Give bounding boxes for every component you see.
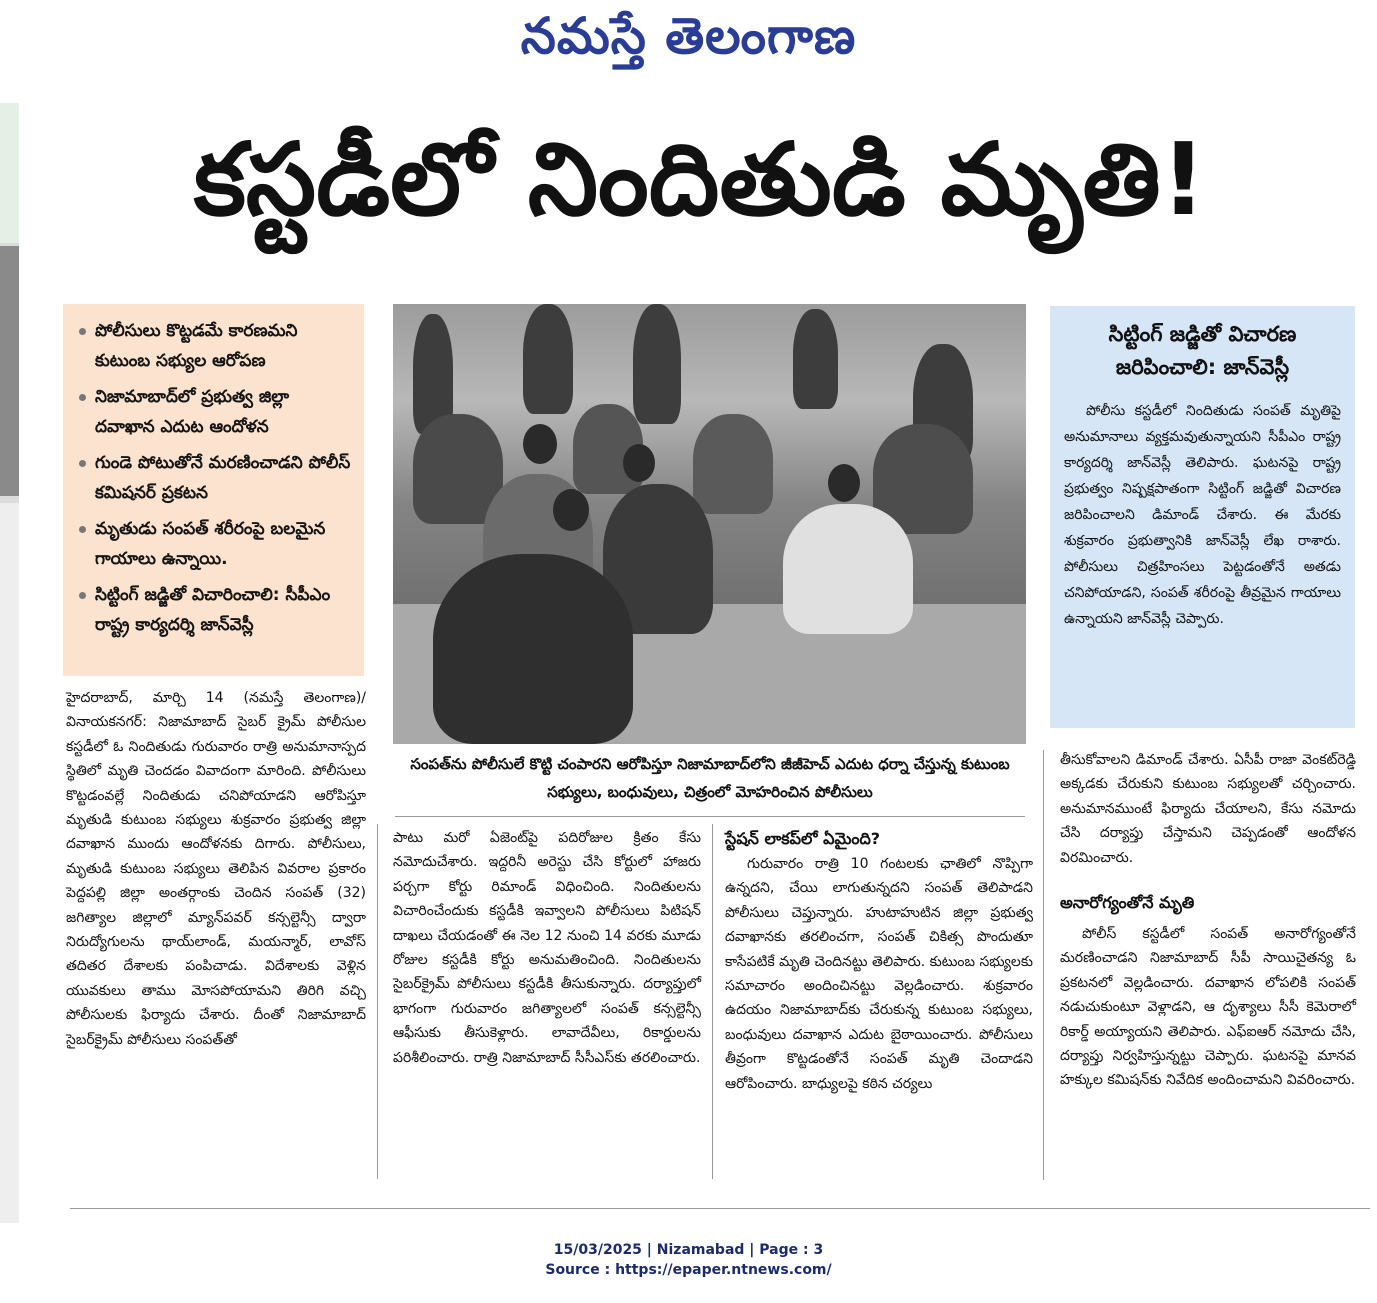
- column-divider: [377, 824, 378, 1179]
- footer-source: Source : https://epaper.ntnews.com/: [545, 1262, 832, 1278]
- article-column-3: [725, 826, 1033, 1096]
- headline: కస్టడీలో నిందితుడి మృతి!: [193, 121, 1207, 238]
- adjacent-page-strip: [0, 103, 19, 1223]
- sidebar-box: [1050, 306, 1355, 728]
- article-column-4: [1060, 748, 1356, 1093]
- article-paragraph: హైదరాబాద్, మార్చి 14 (నమస్తే తెలంగాణ)/వినాయకనగర్: నిజామాబాద్ సైబర్ క్రైమ్ పోలీసుల కస్టడీలో ఓ నిందితుడు గురువారం రాత్రి అనుమానాస్పద స్థితిలో మృతి చెందడం వివాదంగా మారింది. పోలీసులు కొట్టడంవల్లే నిందితుడు చనిపోయాడని ఆరోపిస్తూ మృతుడి కుటుంబ సభ్యులు శుక్రవారం ప్రభుత్వ జిల్లా దవాఖాన ముందు ఆందోళనకు దిగారు. పోలీసులు, మృతుడి కుటుంబ సభ్యులు తెలిపిన వివరాల ప్రకారం పెద్దపల్లి జిల్లా అంతర్గాంకు చెందిన సంపత్ (32) జగిత్యాల జిల్లాలో మ్యాన్‌పవర్ కన్సల్టెన్సీ ద్వారా నిరుద్యోగులను థాయ్‌లాండ్, మయన్మార్, లావోస్ తదితర దేశాలకు పంపిచాడు. విదేశాలకు వెళ్లిన యువకులు తాము మోసపోయామని తిరిగి వచ్చి పోలీసులకు ఫిర్యాదు చేశారు. దీంతో నిజామాబాద్ సైబర్‌క్రైమ్ పోలీసులు సంపత్‌తో: [66, 690, 366, 1048]
- caption-rule: [395, 816, 1025, 817]
- footer: [0, 1240, 1377, 1280]
- highlight-item: నిజామాబాద్‌లో ప్రభుత్వ జిల్లా దవాఖాన ఎదుట ఆందోళన: [77, 382, 354, 442]
- bottom-rule: [70, 1208, 1370, 1209]
- protest-photo: [393, 304, 1026, 744]
- photo-caption: సంపత్‌ను పోలీసులే కొట్టి చంపారని ఆరోపిస్తూ నిజామాబాద్‌లోని జీజీహెచ్ ఎదుట ధర్నా చేస్తున్న కుటుంబ సభ్యులు, బంధువులు, చిత్రంలో మోహరించిన పోలీసులు: [410, 755, 1010, 801]
- highlight-item: గుండె పోటుతోనే మరణించాడని పోలీస్ కమిషనర్ ప్రకటన: [77, 448, 354, 508]
- footer-date-page: 15/03/2025 | Nizamabad | Page : 3: [553, 1242, 824, 1258]
- column-divider: [1043, 750, 1044, 1180]
- article-column-2: [393, 826, 701, 1070]
- article-paragraph: గురువారం రాత్రి 10 గంటలకు ఛాతిలో నొప్పిగా ఉన్నదని, చేయి లాగుతున్నదని సంపత్ తెలిపాడని పోలీసులు చెప్తున్నారు. హుటాహుటిన జిల్లా ప్రభుత్వ దవాఖానకు తరలించగా, సంపత్ చికిత్స పొందుతూ కాసేపటికే మృతి చెందినట్టు తెలిపారు. కుటుంబ సభ్యులకు సమాచారం అందించినట్టు వెల్లడించారు. శుక్రవారం ఉదయం నిజామాబాద్‌కు చేరుకున్న కుటుంబ సభ్యులు, బంధువులు దవాఖాన ఎదుట బైఠాయించారు. పోలీసులు తీవ్రంగా కొట్టడంతోనే సంపత్ మృతి చెందాడని ఆరోపించారు. బాధ్యులపై కఠిన చర్యలు: [725, 856, 1033, 1092]
- highlight-item: మృతుడు సంపత్ శరీరంపై బలమైన గాయాలు ఉన్నాయి.: [77, 514, 354, 574]
- highlight-item: పోలీసులు కొట్టడమే కారణమని కుటుంబ సభ్యుల ఆరోపణ: [77, 316, 354, 376]
- sidebar-body: పోలీసు కస్టడీలో నిందితుడు సంపత్ మృతిపై అనుమానాలు వ్యక్తమవుతున్నాయని సీపీఎం రాష్ట్ర కార్యదర్శి జాన్‌వెస్లీ తెలిపారు. ఘటనపై రాష్ట్ర ప్రభుత్వం నిష్పక్షపాతంగా సిట్టింగ్ జడ్జితో విచారణ జరిపించాలని డిమాండ్ చేశారు. ఈ మేరకు శుక్రవారం ప్రభుత్వానికి జాన్‌వెస్లీ లేఖ రాశారు. పోలీసులు చిత్రహింసలు పెట్టడంతోనే అతడు చనిపోయాడని, సంపత్ శరీరంపై తీవ్రమైన గాయాలు ఉన్నాయని జాన్‌వెస్లీ చెప్పారు.: [1064, 403, 1341, 627]
- highlight-item: సిట్టింగ్ జడ్జితో విచారించాలి: సీపీఎం రాష్ట్ర కార్యదర్శి జాన్‌వెస్లీ: [77, 580, 354, 640]
- highlights-box: [63, 304, 364, 676]
- article-paragraph: పోలీస్ కస్టడీలో సంపత్ అనారోగ్యంతోనే మరణించాడని నిజామాబాద్ సీపీ సాయిచైతన్య ఓ ప్రకటనలో వెల్లడించారు. దవాఖాన లోపలికి సంపత్ నడుచుకుంటూ వెళ్లాడని, ఆ దృశ్యాలు సీసీ కెమెరాలో రికార్డ్ అయ్యాయని తెలిపారు. ఎఫ్ఐఆర్ నమోదు చేసి, దర్యాప్తు నిర్వహిస్తున్నట్టు చెప్పారు. ఘటనపై మానవ హక్కుల కమిషన్‌కు నివేదిక అందించామని వివరించారు.: [1060, 926, 1356, 1089]
- article-paragraph: తీసుకోవాలని డిమాండ్ చేశారు. ఏసీపీ రాజా వెంకట్‌రెడ్డి అక్కడకు చేరుకుని కుటుంబ సభ్యులతో చర్చించారు. అనుమానముంటే ఫిర్యాదు చేయాలని, కేసు నమోదు చేసి దర్యాప్తు చేస్తామని చెప్పడంతో ఆందోళన విరమించారు.: [1060, 752, 1356, 866]
- column-divider: [712, 824, 713, 1179]
- masthead-logo: నమస్తే తెలంగాణ: [520, 6, 857, 65]
- section-heading: అనారోగ్యంతోనే మృతి: [1060, 893, 1195, 913]
- article-column-1: [66, 686, 366, 1052]
- sidebar-title: సిట్టింగ్ జడ్జితో విచారణ జరిపించాలి: జాన్‌వెస్లీ: [1108, 322, 1297, 379]
- section-heading: స్టేషన్ లాకప్‌లో ఏమైంది?: [725, 829, 881, 848]
- article-paragraph: పాటు మరో ఏజెంట్‌పై పదిరోజుల క్రితం కేసు నమోదుచేశారు. ఇద్దరినీ అరెస్టు చేసి కోర్టులో హాజరు పర్చగా కోర్టు రిమాండ్ విధించింది. నిందితులను విచారించేందుకు కస్టడీకి ఇవ్వాలని పోలీసులు పిటిషన్ దాఖలు చేయడంతో ఈ నెల 12 నుంచి 14 వరకు మూడు రోజుల కస్టడీకి కోర్టు అనుమతించింది. నిందితులను సైబర్‌క్రైమ్ పోలీసులు కస్టడీకి తీసుకున్నారు. దర్యాప్తులో భాగంగా గురువారం జగిత్యాలలో సంపత్ కన్సల్టెన్సీ ఆఫీసుకు తీసుకెళ్లారు. లావాదేవీలు, రికార్డులను పరిశీలించారు. రాత్రి నిజామాబాద్ సీసీఎస్‌కు తరలించారు.: [393, 830, 701, 1066]
